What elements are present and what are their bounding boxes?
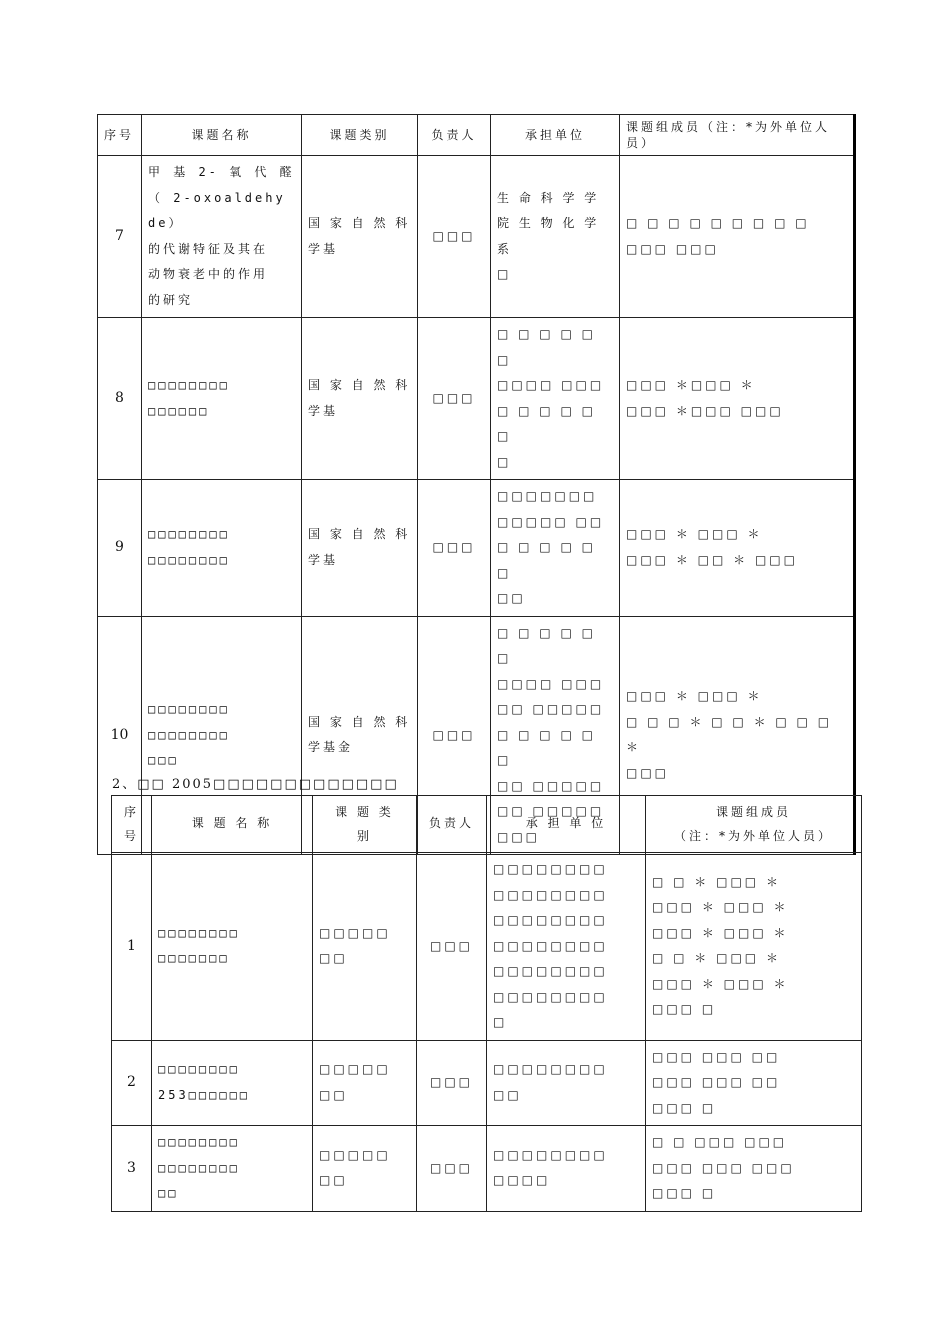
project-leader: □□□	[417, 1040, 487, 1126]
table-row	[98, 156, 855, 318]
header-no: 序号	[98, 115, 142, 156]
project-name	[152, 1040, 313, 1126]
cell-line: □□	[493, 1087, 522, 1102]
cell-line: □□	[319, 1173, 348, 1188]
cell-line: □□□ ＊ □□□ ＊	[652, 925, 789, 940]
cell-line: 生 命 科 学 学	[497, 190, 600, 205]
cell-line: 国 家 自 然 科	[308, 378, 411, 392]
header-name: 课题名称	[142, 115, 302, 156]
project-members	[620, 480, 855, 617]
cell-line: □□□□□□□□	[148, 378, 230, 392]
table-row	[98, 480, 855, 617]
table-row	[112, 853, 862, 1041]
cell-line: 学基	[308, 241, 339, 256]
project-name	[142, 156, 302, 318]
table-row	[112, 1126, 862, 1212]
cell-line: □□□ □□□ □□	[652, 1049, 781, 1064]
cell-line: □□□□□□□□	[158, 1160, 240, 1175]
cell-line: 学基	[308, 552, 339, 567]
cell-line: □□□	[497, 829, 541, 844]
project-name	[142, 318, 302, 480]
row-number: 3	[112, 1126, 152, 1212]
table-2-body	[112, 853, 862, 1212]
cell-line: □□□ □	[652, 1002, 717, 1017]
project-leader: □□□	[418, 156, 491, 318]
cell-line: □□□ □□□ □□□	[652, 1160, 795, 1175]
row-number: 2	[112, 1040, 152, 1126]
cell-line: □□□□□□□□	[158, 1062, 240, 1077]
project-category	[313, 1126, 417, 1212]
cell-line: □ □ □ □ □ □	[497, 625, 596, 665]
project-category	[302, 318, 418, 480]
project-name	[142, 480, 302, 617]
cell-line: □ □ □ □ □ □ □ □ □	[626, 216, 810, 230]
project-members	[646, 1040, 862, 1126]
header-no	[112, 796, 152, 853]
row-number: 9	[98, 480, 142, 617]
cell-line: □□□□□□□□	[493, 964, 608, 978]
cell-line: 学基金	[308, 740, 354, 755]
header-category-line: 课 题 类	[335, 805, 394, 819]
cell-line: □ □ □ □ □ □	[497, 327, 596, 367]
project-leader: □□□	[417, 1126, 487, 1212]
table-row	[98, 318, 855, 480]
project-unit	[487, 1040, 646, 1126]
project-name	[152, 853, 313, 1041]
cell-line: □ □ □ □ □ □	[497, 403, 596, 443]
cell-line: □□□□□□□□	[493, 862, 608, 876]
header-members-line: （注：*为外单位人员）	[673, 829, 833, 843]
cell-line: 的研究	[148, 292, 194, 307]
cell-line: □□□□□□□	[158, 951, 230, 966]
project-category	[313, 1040, 417, 1126]
header-members	[646, 796, 862, 853]
cell-line: □ □ □ □ □ □	[497, 727, 596, 767]
row-number: 7	[98, 156, 142, 318]
cell-line: □□□□□□□□	[158, 925, 240, 940]
header-members: 课题组成员（注：*为外单位人员）	[620, 115, 855, 156]
project-name	[152, 1126, 313, 1212]
cell-line: □□□□□□□□	[158, 1135, 240, 1149]
cell-line: □□□□□□	[148, 403, 210, 418]
project-unit	[487, 853, 646, 1041]
cell-line: □ □ ＊ □□□ ＊	[652, 874, 781, 889]
cell-line: 院 生 物 化 学 系	[497, 216, 600, 256]
header-category	[313, 796, 417, 853]
row-number: 8	[98, 318, 142, 480]
cell-line: □	[493, 1015, 508, 1029]
cell-line: □□□□□□□□	[493, 1147, 608, 1162]
cell-line: □□□□□	[319, 1147, 391, 1162]
project-unit	[491, 156, 620, 318]
project-category	[302, 480, 418, 617]
cell-line: 国 家 自 然 科	[308, 714, 411, 729]
cell-line: □□	[319, 1087, 348, 1102]
cell-line: □□□ ＊ □□□ ＊	[626, 689, 763, 704]
cell-line: □□□□ □□□	[497, 676, 605, 691]
header-unit: 承担单位	[491, 115, 620, 156]
cell-line: □□□ □	[652, 1100, 717, 1115]
cell-line: □□□□□□□□	[148, 527, 230, 542]
table-1	[97, 114, 856, 855]
project-members	[620, 318, 855, 480]
project-unit	[491, 318, 620, 480]
cell-line: □ □ ＊ □□□ ＊	[652, 951, 781, 966]
cell-line: □□□	[148, 753, 179, 767]
cell-line: □□□ □□□	[626, 241, 719, 256]
header-category: 课题类别	[302, 115, 418, 156]
cell-line: □□□□□□□□	[148, 552, 230, 567]
project-unit	[487, 1126, 646, 1212]
cell-line: □□□ □	[652, 1186, 717, 1200]
header-no-line: 号	[123, 829, 139, 843]
cell-line: □□□□□□□□	[148, 727, 230, 742]
table-1-header-row	[98, 115, 855, 156]
cell-line: □□	[497, 591, 526, 605]
cell-line: □□□ ＊ □□ ＊ □□□	[626, 552, 798, 567]
project-leader: □□□	[418, 318, 491, 480]
cell-line: □□□□□□□□	[493, 1062, 608, 1077]
cell-line: 国 家 自 然 科	[308, 527, 411, 542]
header-members-line: 课题组成员	[715, 805, 791, 819]
cell-line: □□ □□□□□	[497, 804, 605, 818]
cell-line: □□□ ＊ □□□ ＊	[652, 976, 789, 991]
cell-line: □□□□□ □□	[497, 514, 605, 529]
cell-line: □□□ ＊□□□ □□□	[626, 403, 784, 418]
project-leader: □□□	[418, 616, 491, 855]
project-leader: □□□	[417, 853, 487, 1041]
header-category-line: 别	[356, 829, 372, 843]
cell-line: □□□ □□□ □□	[652, 1075, 781, 1089]
cell-line: □	[497, 454, 512, 469]
table-1-body	[98, 156, 855, 855]
cell-line: □□□□□□□□	[493, 887, 608, 902]
project-leader: □□□	[418, 480, 491, 617]
header-leader: 负责人	[417, 796, 487, 853]
cell-line: □□□ ＊ □□□ ＊	[652, 900, 789, 915]
cell-line: □□	[319, 951, 348, 966]
cell-line: □□□□□□□□	[493, 913, 608, 927]
cell-line: □□□□□□□□	[148, 702, 230, 716]
cell-line: □ □ □□□ □□□	[652, 1135, 788, 1149]
header-name: 课 题 名 称	[152, 796, 313, 853]
project-unit	[491, 480, 620, 617]
cell-line: □ □ □ □ □ □	[497, 540, 596, 580]
cell-line: □□□□ □□□	[497, 378, 605, 392]
project-members	[646, 853, 862, 1041]
cell-line: （ 2-oxoaldehyde）	[148, 190, 286, 230]
project-category	[313, 853, 417, 1041]
header-unit: 承 担 单 位	[487, 796, 646, 853]
section-caption: 2、□□ 2005□□□□□□□□□□□□□	[112, 777, 399, 792]
cell-line: 的代谢特征及其在	[148, 241, 269, 256]
project-category	[302, 156, 418, 318]
cell-line: 动物衰老中的作用	[148, 267, 269, 281]
project-members	[646, 1126, 862, 1212]
cell-line: 学基	[308, 403, 339, 418]
cell-line: □□□□	[493, 1173, 551, 1188]
cell-line: □□	[158, 1186, 179, 1200]
cell-line: □□ □□□□□	[497, 778, 605, 793]
row-number: 1	[112, 853, 152, 1041]
header-no-line: 序	[123, 805, 139, 819]
header-leader: 负责人	[418, 115, 491, 156]
cell-line: □	[497, 267, 512, 281]
cell-line: □□□□□□□□	[493, 938, 608, 953]
cell-line: 甲 基 2- 氧 代 醛	[148, 165, 295, 179]
cell-line: □□□	[626, 765, 670, 780]
cell-line: □□□□□□□	[497, 489, 598, 503]
table-row	[112, 1040, 862, 1126]
cell-line: □□□□□	[319, 1062, 391, 1077]
cell-line: □□ □□□□□	[497, 702, 605, 716]
cell-line: □□□ ＊ □□□ ＊	[626, 527, 763, 542]
cell-line: □□□ ＊□□□ ＊	[626, 378, 756, 392]
cell-line: □ □ □ ＊ □ □ ＊ □ □ □ ＊	[626, 714, 833, 755]
cell-line: □□□□□□□□	[493, 989, 608, 1004]
cell-line: □□□□□	[319, 925, 391, 940]
row-number: 10	[98, 616, 142, 855]
table-2	[111, 795, 862, 1212]
cell-line: 253□□□□□□	[158, 1087, 251, 1102]
table-2-header-row	[112, 796, 862, 853]
project-members	[620, 156, 855, 318]
cell-line: 国 家 自 然 科	[308, 216, 411, 230]
